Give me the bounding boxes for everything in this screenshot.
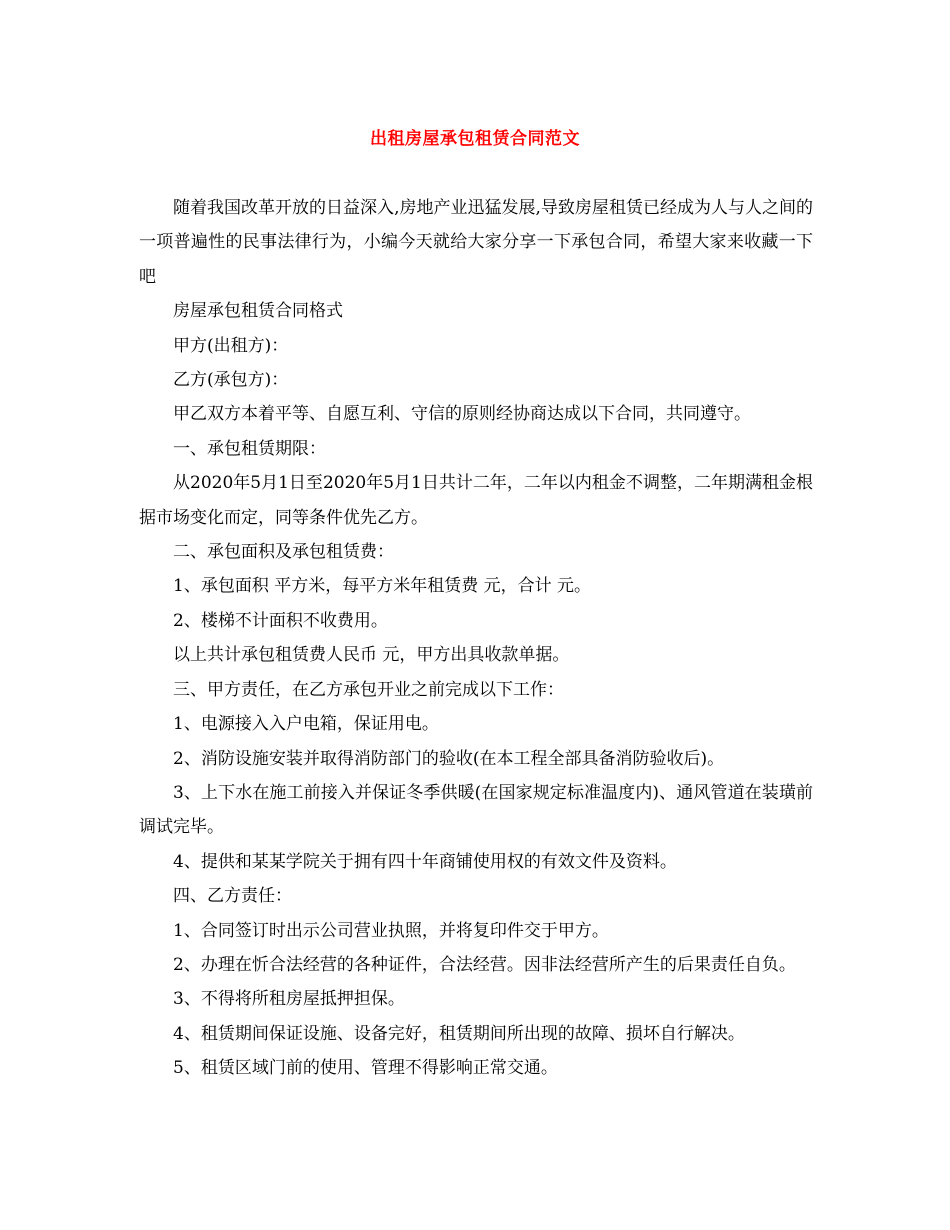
paragraph-maintenance: 4、租赁期间保证设施、设备完好，租赁期间所出现的故障、损坏自行解决。: [173, 1023, 745, 1044]
paragraph-party-b: 乙方(承包方)：: [173, 370, 289, 391]
section-heading-party-a-duties: 三、甲方责任，在乙方承包开业之前完成以下工作：: [173, 679, 564, 700]
paragraph-party-a: 甲方(出租方)：: [173, 335, 289, 356]
paragraph-stairs: 2、楼梯不计面积不收费用。: [173, 610, 388, 631]
paragraph-contract-format: 房屋承包租赁合同格式: [173, 301, 343, 322]
section-heading-area-fee: 二、承包面积及承包租赁费：: [173, 542, 394, 563]
paragraph-permits: 2、办理在忻合法经营的各种证件，合法经营。因非法经营所产生的后果责任自负。: [173, 954, 796, 975]
section-heading-party-b-duties: 四、乙方责任：: [173, 886, 292, 907]
paragraph-term: 从2020年5月1日至2020年5月1日共计二年，二年以内租金不调整，二年期满租金根据市场变化而定，同等条件优先乙方。: [139, 473, 813, 528]
paragraph-power: 1、电源接入入户电箱，保证用电。: [173, 714, 439, 735]
paragraph-total-fee: 以上共计承包租赁费人民币 元，甲方出具收款单据。: [173, 645, 570, 666]
paragraph-fire: 2、消防设施安装并取得消防部门的验收(在本工程全部具备消防验收后)。: [173, 748, 725, 769]
paragraph-license: 1、合同签订时出示公司营业执照，并将复印件交于甲方。: [173, 920, 609, 941]
paragraph-water: 3、上下水在施工前接入并保证冬季供暖(在国家规定标准温度内)、通风管道在装璜前调试完毕。: [139, 782, 813, 838]
paragraph-traffic: 5、租赁区域门前的使用、管理不得影响正常交通。: [173, 1058, 558, 1079]
document-body: [139, 191, 813, 1086]
paragraph-intro: 随着我国改革开放的日益深入,房地产业迅猛发展,导致房屋租赁已经成为人与人之间的一项普遍性的民事法律行为，小编今天就给大家分享一下承包合同，希望大家来收藏一下吧: [139, 198, 813, 287]
paragraph-area: 1、承包面积 平方米，每平方米年租赁费 元，合计 元。: [173, 576, 592, 597]
paragraph-agreement: 甲乙双方本着平等、自愿互利、守信的原则经协商达成以下合同，共同遵守。: [173, 404, 751, 425]
paragraph-no-mortgage: 3、不得将所租房屋抵押担保。: [173, 989, 405, 1010]
document-title: 出租房屋承包租赁合同范文: [370, 129, 580, 149]
paragraph-documents: 4、提供和某某学院关于拥有四十年商铺使用权的有效文件及资料。: [173, 851, 677, 872]
section-heading-term: 一、承包租赁期限：: [173, 438, 326, 459]
